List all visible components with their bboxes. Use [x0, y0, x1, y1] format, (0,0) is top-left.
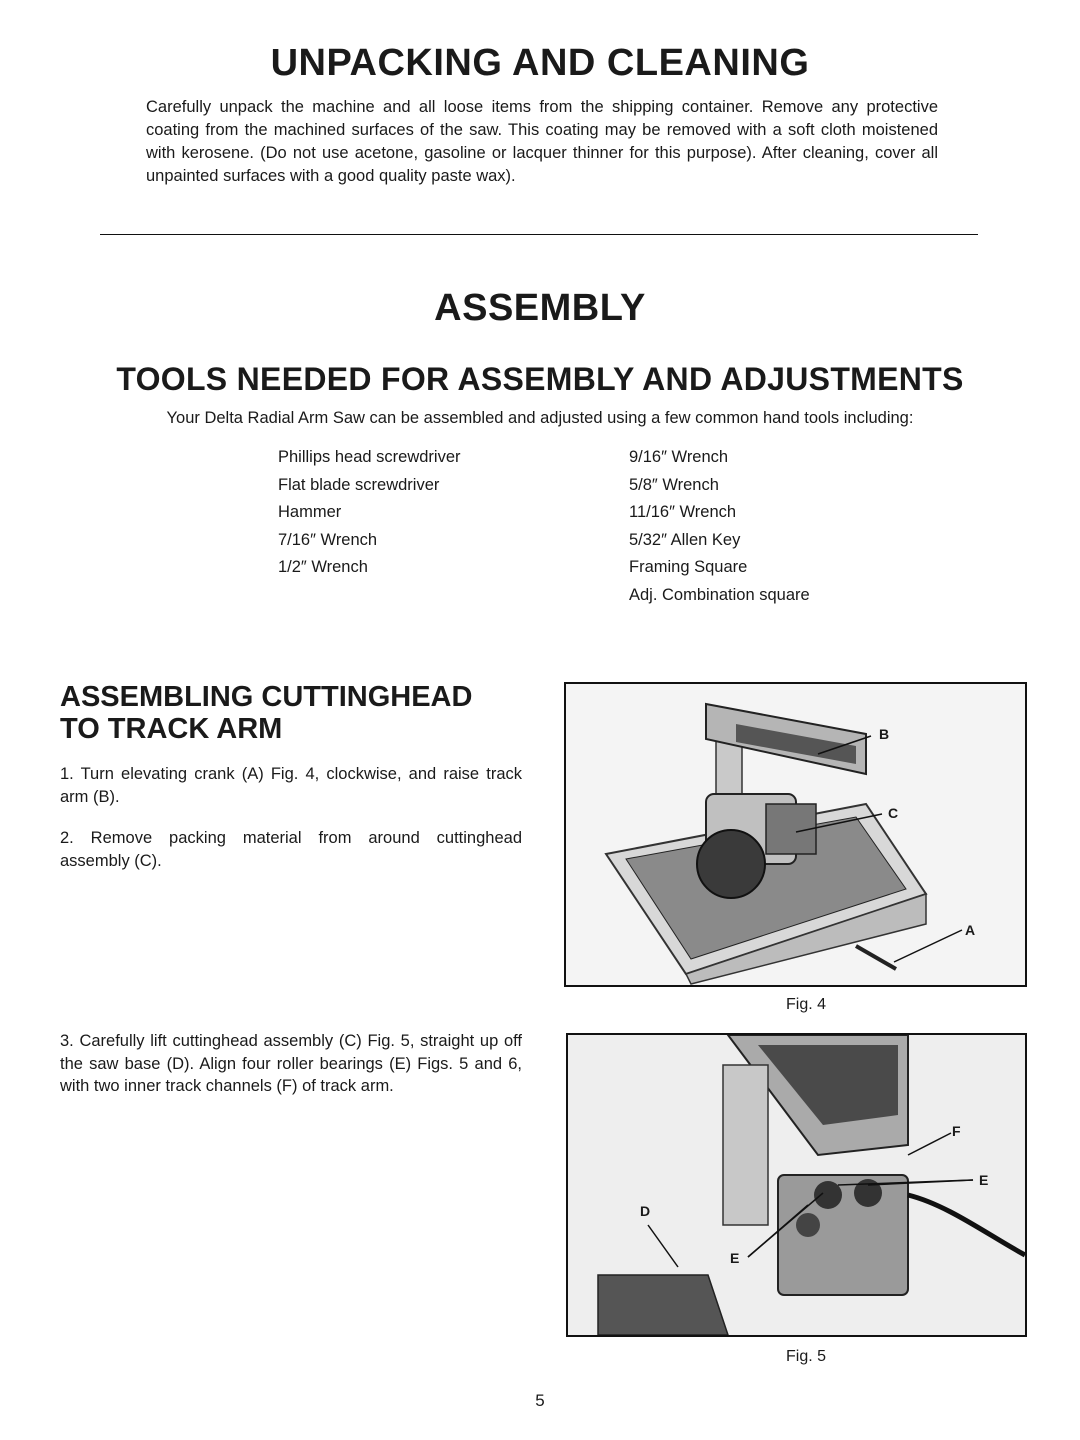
callout-a: A [965, 922, 976, 938]
tool-item: Flat blade screwdriver [278, 475, 440, 494]
tool-item: 11/16″ Wrench [629, 503, 737, 521]
figure-4-caption: Fig. 4 [786, 996, 827, 1013]
tools-list-right [629, 444, 810, 609]
step-2: 2. Remove packing material from around cuttinghead assembly (C). [60, 829, 522, 870]
tool-item: 7/16″ Wrench [278, 530, 378, 549]
section-title-unpacking: UNPACKING AND CLEANING [270, 42, 810, 84]
callout-c: C [888, 805, 899, 821]
unpacking-paragraph: Carefully unpack the machine and all loose items from the shipping container. Remove any protective coating from the machined surfaces of the saw. This coating may be removed with a soft cloth moistened with kerosene. (Do not use acetone, gasoline or lacquer thinner for this purpose). After cleaning, cover all unpainted surfaces with a good quality paste wax). [146, 98, 938, 185]
page-number: 5 [535, 1391, 545, 1410]
tools-list-left [278, 444, 461, 582]
section-title-assembly: ASSEMBLY [434, 287, 646, 329]
callout-e-left: E [730, 1250, 740, 1266]
callout-d: D [640, 1203, 651, 1219]
tool-item: Adj. Combination square [629, 585, 810, 604]
figure-5-frame [566, 1033, 1027, 1337]
tool-item: Hammer [278, 503, 342, 521]
radial-arm-saw-photo-fig4 [566, 684, 1025, 985]
figure-4-frame [564, 682, 1027, 987]
assembling-heading-line1: ASSEMBLING CUTTINGHEAD [60, 681, 473, 713]
callout-f: F [952, 1123, 961, 1139]
tool-item: 9/16″ Wrench [629, 448, 729, 466]
step-3: 3. Carefully lift cuttinghead assembly (C) Fig. 5, straight up off the saw base (D). Align four roller bearings (E) Figs. 5 and 6, with two inner track channels (F) of track arm. [60, 1032, 522, 1095]
tools-lead-text: Your Delta Radial Arm Saw can be assembled and adjusted using a few common hand tools including: [166, 409, 914, 427]
divider-rule [100, 234, 978, 235]
radial-arm-saw-photo-fig5 [568, 1035, 1025, 1335]
step-1: 1. Turn elevating crank (A) Fig. 4, clockwise, and raise track arm (B). [60, 765, 522, 806]
tool-item: 1/2″ Wrench [278, 558, 368, 576]
assembling-heading-line2: TO TRACK ARM [60, 713, 283, 745]
tool-item: Framing Square [629, 558, 748, 576]
tool-item: 5/8″ Wrench [629, 475, 719, 494]
callout-b: B [879, 726, 890, 742]
tool-item: Phillips head screwdriver [278, 448, 461, 466]
tools-needed-heading: TOOLS NEEDED FOR ASSEMBLY AND ADJUSTMENTS [116, 361, 964, 397]
tool-item: 5/32″ Allen Key [629, 530, 741, 549]
figure-5-caption: Fig. 5 [786, 1348, 827, 1365]
callout-e-right: E [979, 1172, 989, 1188]
